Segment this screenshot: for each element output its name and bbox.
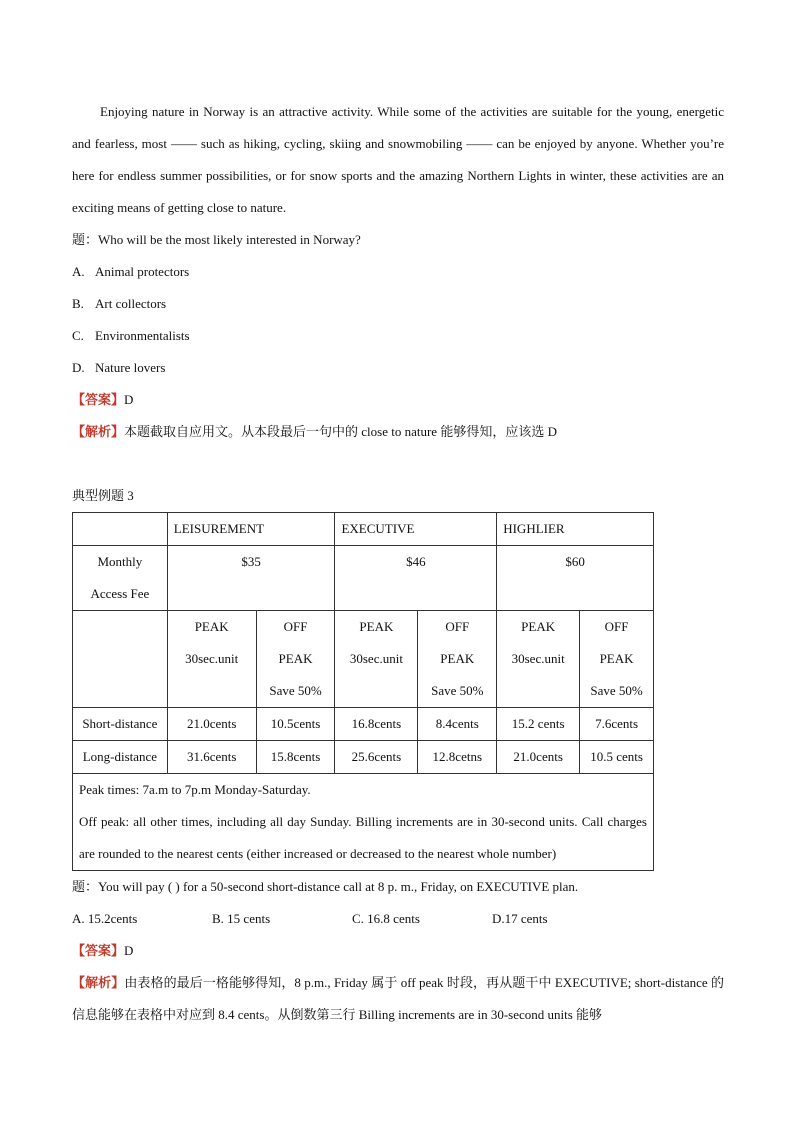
offpeak-line: Save 50% [590, 683, 643, 698]
offpeak-line: Save 50% [269, 683, 322, 698]
fee-cell: $35 [167, 546, 335, 611]
passage-paragraph [72, 96, 724, 224]
plan-header: LEISUREMENT [167, 513, 335, 546]
offpeak-cell [580, 611, 654, 708]
rate-cell: 15.2 cents [497, 708, 580, 741]
rate-cell: 10.5cents [256, 708, 335, 741]
option-text: Art collectors [95, 296, 167, 311]
rate-cell: 21.0cents [167, 708, 256, 741]
table-row-long [73, 741, 654, 774]
analysis-text: 本题截取自应用文。从本段最后一句中的 close to nature 能够得知，应该选 D [124, 424, 557, 439]
peak-line: PEAK [194, 619, 229, 634]
option-letter: C. [72, 328, 84, 343]
table-row-fee [73, 546, 654, 611]
choices-row [72, 903, 724, 935]
question-1: 题：Who will be the most likely interested in Norway? [72, 232, 361, 247]
fee-cell: $46 [335, 546, 497, 611]
rate-cell: 31.6cents [167, 741, 256, 774]
answer-line-1 [72, 384, 724, 416]
offpeak-line: OFF [445, 619, 470, 634]
answer-tag: 【答案】 [72, 943, 125, 958]
peak-line: PEAK [521, 619, 556, 634]
note-offpeak: Off peak: all other times, including all day Sunday. Billing increments are in 30-second units. Call charges are rounded to the nearest cents (either increased or decreased to the nearest whole number) [79, 814, 647, 861]
fee-label-line: Monthly [97, 554, 143, 569]
offpeak-line: OFF [604, 619, 629, 634]
rate-cell: 21.0cents [497, 741, 580, 774]
passage-text: Enjoying nature in Norway is an attractive activity. While some of the activities are suitable for the young, energetic and fearless, most —— such as hiking, cycling, skiing and snowmobiling —— can be enjoyed by anyone. Whether you’re here for endless summer possibilities, or for snow sports and the amazing Northern Lights in winter, these activities are an exciting means of getting close to nature. [72, 104, 724, 215]
offpeak-line: OFF [283, 619, 308, 634]
option-a [72, 256, 724, 288]
answer-value: D [124, 392, 134, 407]
peak-cell [335, 611, 418, 708]
peak-cell [167, 611, 256, 708]
question-3: 题：You will pay ( ) for a 50-second short-distance call at 8 p. m., Friday, on EXECUTIVE plan. [72, 879, 579, 894]
rate-cell: 12.8cetns [418, 741, 497, 774]
option-c [72, 320, 724, 352]
fee-label-cell [73, 546, 168, 611]
answer-line-3 [72, 935, 724, 967]
peak-line: 30sec.unit [511, 651, 565, 666]
option-text: Environmentalists [95, 328, 190, 343]
plan-header: HIGHLIER [497, 513, 654, 546]
table-row-notes [73, 774, 654, 871]
analysis-line-1 [72, 416, 724, 448]
option-text: Animal protectors [95, 264, 190, 279]
analysis-tag: 【解析】 [72, 424, 125, 439]
plan-header: EXECUTIVE [335, 513, 497, 546]
option-letter: A. [72, 264, 85, 279]
choice-b: B. 15 cents [212, 911, 271, 926]
option-letter: D. [72, 360, 85, 375]
fee-table [72, 512, 654, 871]
peak-line: PEAK [359, 619, 394, 634]
analysis-text: 由表格的最后一格能够得知，8 p.m., Friday 属于 off peak 时段，再从题干中 EXECUTIVE; short-distance 的信息能够在表格中对应到 8.4 cents。从倒数第三行 Billing increments are in 30-second units 能够 [72, 975, 724, 1022]
rate-cell: 10.5 cents [580, 741, 654, 774]
offpeak-line: PEAK [599, 651, 634, 666]
row-label: Short-distance [73, 708, 168, 741]
rate-cell: 8.4cents [418, 708, 497, 741]
choice-a: A. 15.2cents [72, 911, 138, 926]
notes-cell [73, 774, 654, 871]
rate-cell: 16.8cents [335, 708, 418, 741]
row-label: Long-distance [73, 741, 168, 774]
peak-line: 30sec.unit [185, 651, 239, 666]
table-row-short [73, 708, 654, 741]
rate-cell: 15.8cents [256, 741, 335, 774]
choice-d: D.17 cents [492, 911, 548, 926]
table-cell-empty [73, 611, 168, 708]
rate-cell: 25.6cents [335, 741, 418, 774]
table-row-peak [73, 611, 654, 708]
analysis-tag: 【解析】 [72, 975, 125, 990]
rate-cell: 7.6cents [580, 708, 654, 741]
choice-c: C. 16.8 cents [352, 911, 420, 926]
table-header-row [73, 513, 654, 546]
table-cell-empty [73, 513, 168, 546]
option-d [72, 352, 724, 384]
answer-tag: 【答案】 [72, 392, 125, 407]
offpeak-cell [418, 611, 497, 708]
option-b [72, 288, 724, 320]
offpeak-line: Save 50% [431, 683, 484, 698]
answer-value: D [124, 943, 134, 958]
section-title: 典型例题 3 [72, 488, 134, 503]
offpeak-line: PEAK [440, 651, 475, 666]
fee-cell: $60 [497, 546, 654, 611]
peak-cell [497, 611, 580, 708]
option-text: Nature lovers [95, 360, 166, 375]
note-peak: Peak times: 7a.m to 7p.m Monday-Saturday. [79, 782, 311, 797]
document-page [72, 96, 724, 1031]
peak-line: 30sec.unit [349, 651, 403, 666]
fee-label-line: Access Fee [90, 586, 150, 601]
offpeak-cell [256, 611, 335, 708]
analysis-line-3 [72, 967, 724, 1031]
option-letter: B. [72, 296, 84, 311]
offpeak-line: PEAK [278, 651, 313, 666]
